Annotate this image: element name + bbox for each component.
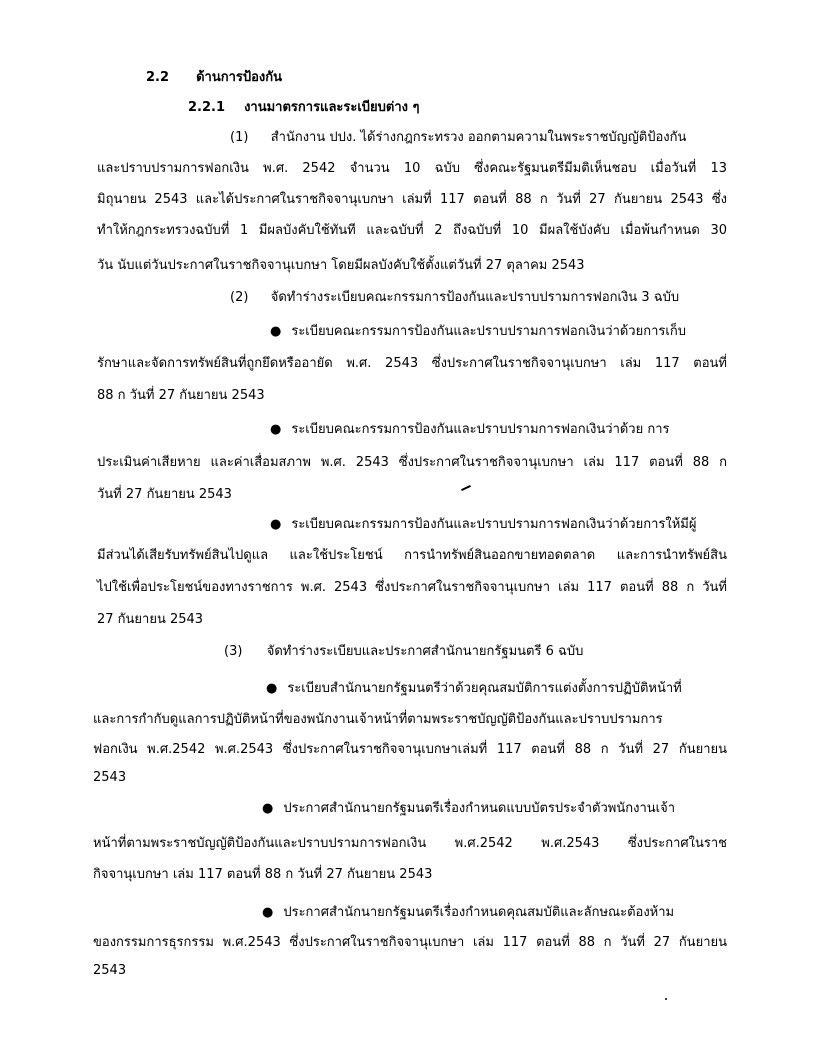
bullet-icon: ●: [262, 801, 274, 816]
bullet-item: [270, 325, 686, 338]
bullet-line: 2543: [93, 963, 127, 978]
bullet-line: ประเมินค่าเสียหาย และค่าเสื่อมสภาพ พ.ศ. 2543 ซึ่งประกาศในราชกิจจานุเบกษา เล่ม 117 ตอนที่ 88 ก: [97, 455, 727, 470]
item1-line: และปราบปรามการฟอกเงิน พ.ศ. 2542 จำนวน 10 ฉบับ ซึ่งคณะรัฐมนตรีมีมติเห็นชอบ เมื่อวันที่ 13: [97, 161, 727, 176]
bullet-line: 88 ก วันที่ 27 กันยายน 2543: [97, 388, 265, 403]
bullet-line: ระเบียบคณะกรรมการป้องกันและปราบปรามการฟอกเงินว่าด้วย การ: [291, 422, 670, 437]
bullet-line: หน้าที่ตามพระราชบัญญัติป้องกันและปราบปรามการฟอกเงิน พ.ศ.2542 พ.ศ.2543 ซึ่งประกาศในราช: [93, 836, 727, 851]
bullet-icon: ●: [262, 905, 274, 920]
stray-mark: [461, 485, 471, 491]
section-heading: [146, 71, 282, 84]
bullet-item: [262, 906, 674, 919]
bullet-line: ประกาศสำนักนายกรัฐมนตรีเรื่องกำหนดแบบบัตรประจำตัวพนักงานเจ้า: [283, 801, 675, 816]
bullet-line: 2543: [93, 770, 127, 785]
bullet-icon: ●: [270, 517, 282, 532]
item1-line: สำนักงาน ปปง. ได้ร่างกฎกระทรวง ออกตามความในพระราชบัญญัติป้องกัน: [270, 130, 687, 145]
item1-line: ทำให้กฎกระทรวงฉบับที่ 1 มีผลบังคับใช้ทันที และฉบับที่ 2 ถึงฉบับที่ 10 มีผลใช้บังคับ เมื่อพ้นกำหนด 30: [97, 223, 727, 238]
bullet-item: [270, 518, 696, 531]
bullet-line: และการกำกับดูแลการปฏิบัติหน้าที่ของพนักงานเจ้าหน้าที่ตามพระราชบัญญัติป้องกันและปราบปรามการ: [93, 712, 663, 727]
bullet-item: [262, 802, 675, 815]
item1-line: มิถุนายน 2543 และได้ประกาศในราชกิจจานุเบกษา เล่มที่ 117 ตอนที่ 88 ก วันที่ 27 กันยายน 2543 ซึ่ง: [97, 192, 727, 207]
item2-number: (2): [230, 290, 249, 305]
bullet-line: กิจจานุเบกษา เล่ม 117 ตอนที่ 88 ก วันที่ 27 กันยายน 2543: [93, 867, 433, 882]
item3-title: จัดทำร่างระเบียบและประกาศสำนักนายกรัฐมนตรี 6 ฉบับ: [266, 644, 584, 659]
bullet-line: วันที่ 27 กันยายน 2543: [97, 487, 232, 502]
section-number: 2.2: [146, 70, 170, 85]
bullet-line: ระเบียบสำนักนายกรัฐมนตรีว่าด้วยคุณสมบัติการแต่งตั้งการปฏิบัติหน้าที่: [287, 681, 682, 696]
section-title: ด้านการป้องกัน: [196, 70, 283, 85]
item1-first-line: [230, 131, 686, 144]
bullet-line: ไปใช้เพื่อประโยชน์ของทางราชการ พ.ศ. 2543 ซึ่งประกาศในราชกิจจานุเบกษา เล่ม 117 ตอนที่ 88 ก วันที่: [97, 580, 727, 595]
scan-speck: [665, 998, 667, 1000]
bullet-line: ฟอกเงิน พ.ศ.2542 พ.ศ.2543 ซึ่งประกาศในราชกิจจานุเบกษาเล่มที่ 117 ตอนที่ 88 ก วันที่ 27 กันยายน: [93, 742, 727, 757]
bullet-icon: ●: [270, 324, 282, 339]
bullet-line: 27 กันยายน 2543: [97, 612, 204, 627]
subsection-heading: [188, 101, 420, 114]
bullet-line: มีส่วนได้เสียรับทรัพย์สินไปดูแล และใช้ประโยชน์ การนำทรัพย์สินออกขายทอดตลาด และการนำทรัพย์สิน: [97, 548, 727, 563]
item3-heading: [224, 645, 583, 658]
bullet-line: รักษาและจัดการทรัพย์สินที่ถูกยึดหรืออายัด พ.ศ. 2543 ซึ่งประกาศในราชกิจจานุเบกษา เล่ม 117 ตอนที่: [97, 356, 727, 371]
subsection-number: 2.2.1: [188, 100, 226, 115]
bullet-line: ของกรรมการธุรกรรม พ.ศ.2543 ซึ่งประกาศในราชกิจจานุเบกษา เล่ม 117 ตอนที่ 88 ก วันที่ 27 กันยายน: [93, 935, 727, 950]
bullet-line: ระเบียบคณะกรรมการป้องกันและปราบปรามการฟอกเงินว่าด้วยการเก็บ: [291, 324, 686, 339]
bullet-item: [266, 682, 682, 695]
item3-number: (3): [224, 644, 243, 659]
subsection-title: งานมาตรการและระเบียบต่าง ๆ: [244, 100, 420, 115]
item1-number: (1): [230, 130, 249, 145]
bullet-line: ประกาศสำนักนายกรัฐมนตรีเรื่องกำหนดคุณสมบัติและลักษณะต้องห้าม: [283, 905, 675, 920]
item2-title: จัดทำร่างระเบียบคณะกรรมการป้องกันและปราบปรามการฟอกเงิน 3 ฉบับ: [270, 290, 680, 305]
item2-heading: [230, 291, 679, 304]
bullet-icon: ●: [270, 422, 282, 437]
bullet-item: [270, 423, 670, 436]
bullet-line: ระเบียบคณะกรรมการป้องกันและปราบปรามการฟอกเงินว่าด้วยการให้มีผู้: [291, 517, 697, 532]
item1-line: วัน นับแต่วันประกาศในราชกิจจานุเบกษา โดยมีผลบังคับใช้ตั้งแต่วันที่ 27 ตุลาคม 2543: [97, 258, 585, 273]
bullet-icon: ●: [266, 681, 278, 696]
